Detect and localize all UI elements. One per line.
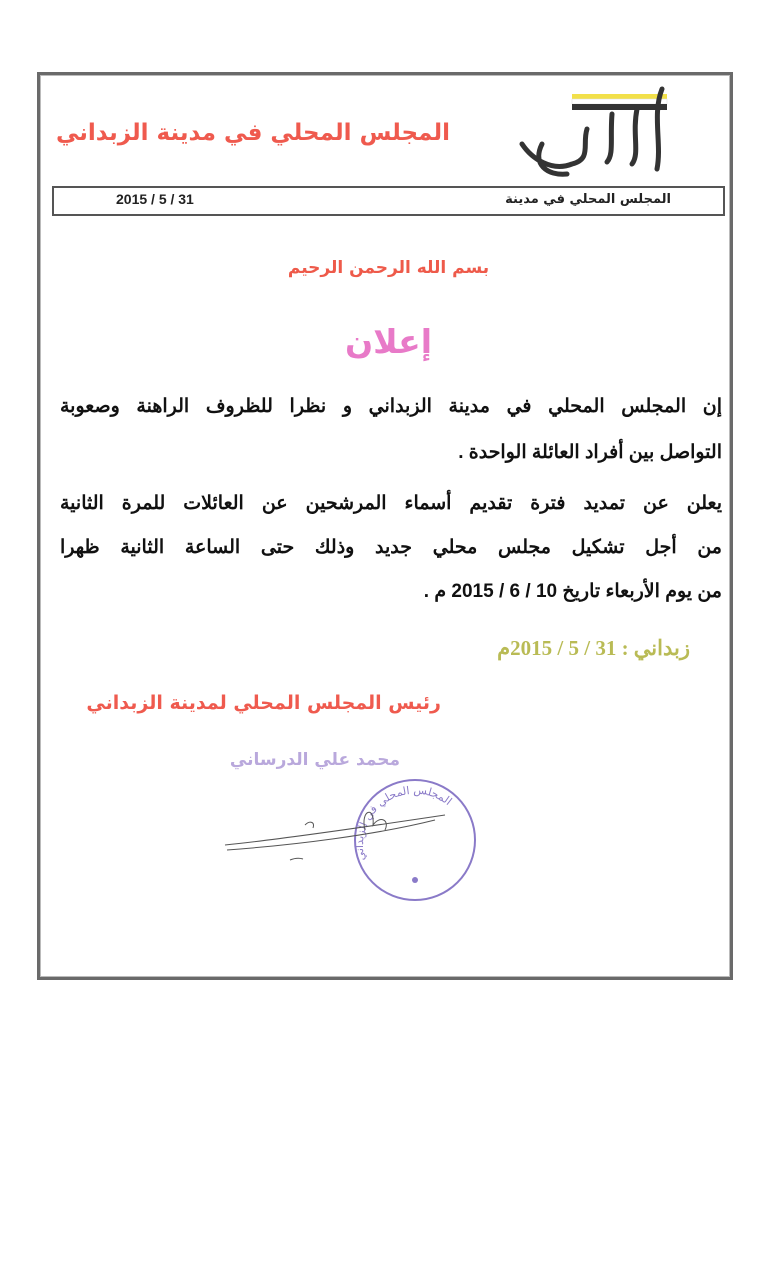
paragraph-line: يعلن عن تمديد فترة تقديم أسماء المرشحين عن العائلات للمرة الثانية — [60, 493, 722, 514]
announcement-heading: إعلان — [344, 322, 433, 361]
paragraph-line: إن المجلس المحلي في مدينة الزبداني و نظرا للظروف الراهنة وصعوبة — [60, 396, 722, 417]
signatory-title: رئيس المجلس المحلي لمدينة الزبداني — [86, 692, 441, 714]
header-date-box — [52, 186, 725, 216]
header-council-label: المجلس المحلي في مدينة — [505, 192, 671, 207]
paragraph-1 — [60, 384, 722, 476]
place-date: زبداني : 31 / 5 / 2015م — [497, 636, 690, 660]
paragraph-2 — [60, 482, 722, 614]
paragraph-line: التواصل بين أفراد العائلة الواحدة . — [458, 442, 722, 463]
council-title: المجلس المحلي في مدينة الزبداني — [56, 120, 450, 146]
signatory-name: محمد علي الدرساني — [229, 750, 400, 770]
official-stamp — [215, 770, 495, 920]
zabadani-logo — [512, 84, 672, 184]
paragraph-line: من أجل تشكيل مجلس محلي جديد وذلك حتى الساعة الثانية ظهرا — [60, 537, 722, 558]
signature — [225, 812, 445, 860]
basmala: بسم الله الرحمن الرحيم — [287, 258, 490, 278]
header-date: 2015 / 5 / 31 — [116, 191, 194, 207]
paragraph-line: من يوم الأربعاء تاريخ 10 / 6 / 2015 م . — [423, 581, 722, 602]
svg-text:المجلس المحلي في الزبداني: المجلس المحلي في الزبداني — [352, 783, 455, 863]
